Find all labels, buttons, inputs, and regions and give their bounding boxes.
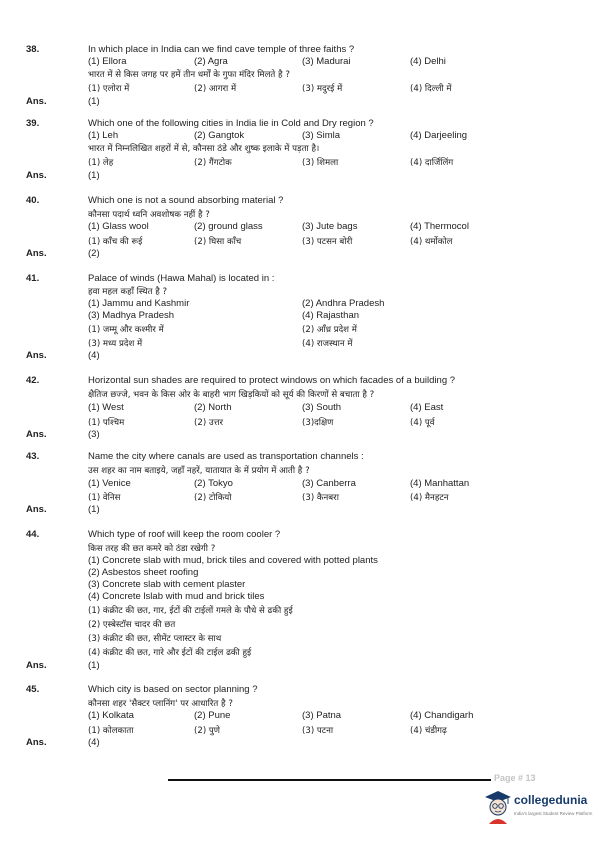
- option-1-hi: (1) लेह: [88, 158, 114, 168]
- question-text-hi: किस तरह की छत कमरे को ठंडा रखेगी ?: [88, 544, 216, 554]
- option-2-hi: (2) गैंगटोक: [194, 158, 232, 168]
- answer-value: (1): [88, 96, 100, 107]
- question-text-hi: कौनसा पदार्थ ध्वनि अवशोषक नहीं है ?: [88, 210, 210, 220]
- question-text-hi: उस शहर का नाम बताइये, जहाँ नहरें, यातायात के में प्रयोग में आती है ?: [88, 466, 310, 476]
- question-text-en: Which one is not a sound absorbing material ?: [88, 195, 284, 206]
- option-4-hi: (4) कंक्रीट की छत, गारे और ईटों की टाईल ढकी हुई: [88, 648, 252, 658]
- option-1-hi: (1) पश्चिम: [88, 418, 125, 428]
- option-3-hi: (3) मध्य प्रदेश में: [88, 339, 143, 349]
- option-1-en: (1) Kolkata: [88, 710, 134, 721]
- option-1-hi: (1) कोलकाता: [88, 726, 134, 736]
- option-1-en: (1) West: [88, 402, 124, 413]
- option-2-en: (2) Andhra Pradesh: [302, 298, 385, 309]
- option-2-hi: (2) उत्तर: [194, 418, 224, 428]
- question-number: 40.: [26, 195, 40, 206]
- option-3-hi: (3) पटना: [302, 726, 334, 736]
- option-1-hi: (1) वेनिस: [88, 493, 121, 503]
- question-text-hi: भारत में निम्नलिखित शहरों में से, कौनसा ठंडे और शुष्क इलाके में पड़ता है।: [88, 144, 320, 154]
- option-4-en: (4) Delhi: [410, 56, 446, 67]
- answer-value: (4): [88, 350, 100, 361]
- option-2-en: (2) Pune: [194, 710, 231, 721]
- answer-value: (1): [88, 660, 100, 671]
- option-1-en: (1) Venice: [88, 478, 131, 489]
- footer-divider: [168, 779, 491, 781]
- answer-label: Ans.: [26, 660, 47, 671]
- option-3-en: (3) Jute bags: [302, 221, 358, 232]
- option-3-hi: (3) शिमला: [302, 158, 339, 168]
- option-3-en: (3) Madhya Pradesh: [88, 310, 175, 321]
- question-number: 41.: [26, 273, 40, 284]
- option-3-en: (3) Concrete slab with cement plaster: [88, 579, 246, 590]
- option-2-en: (2) ground glass: [194, 221, 263, 232]
- option-4-hi: (4) मैनहटन: [410, 493, 449, 503]
- option-2-hi: (2) घिसा काँच: [194, 237, 242, 247]
- page-number: Page # 13: [494, 773, 536, 783]
- option-3-hi: (3)दक्षिण: [302, 418, 334, 428]
- option-4-en: (4) Darjeeling: [410, 130, 468, 141]
- option-2-en: (2) Tokyo: [194, 478, 233, 489]
- option-1-hi: (1) काँच की रूई: [88, 237, 143, 247]
- question-number: 38.: [26, 44, 40, 55]
- question-text-en: Name the city where canals are used as transportation channels :: [88, 451, 364, 462]
- answer-value: (3): [88, 429, 100, 440]
- option-4-en: (4) Thermocol: [410, 221, 469, 232]
- question-text-en: Which type of roof will keep the room cooler ?: [88, 529, 281, 540]
- collegedunia-logo[interactable]: [484, 790, 594, 830]
- question-text-en: In which place in India can we find cave temple of three faiths ?: [88, 44, 355, 55]
- question-text-en: Palace of winds (Hawa Mahal) is located in :: [88, 273, 275, 284]
- option-3-hi: (3) कंक्रीट की छत, सीमेंट प्लास्टर के साथ: [88, 634, 222, 644]
- option-1-hi: (1) एलोरा में: [88, 84, 130, 94]
- option-4-hi: (4) थर्मोकोल: [410, 237, 453, 247]
- option-1-en: (1) Ellora: [88, 56, 127, 67]
- option-2-en: (2) Agra: [194, 56, 228, 67]
- option-3-en: (3) Simla: [302, 130, 341, 141]
- option-4-hi: (4) राजस्थान में: [302, 339, 353, 349]
- question-number: 43.: [26, 451, 40, 462]
- option-4-en: (4) Chandigarh: [410, 710, 474, 721]
- answer-label: Ans.: [26, 350, 47, 361]
- option-1-en: (1) Concrete slab with mud, brick tiles and covered with potted plants: [88, 555, 378, 566]
- answer-value: (4): [88, 737, 100, 748]
- option-3-en: (3) South: [302, 402, 342, 413]
- option-3-en: (3) Canberra: [302, 478, 356, 489]
- option-1-hi: (1) कंक्रीट की छत, गार, ईटों की टाईलों गमले के पौधे से ढकी हुई: [88, 606, 293, 616]
- question-text-hi: क्षैतिज छज्जे, भवन के किस ओर के बाहरी भाग खिड़कियों को सूर्य की किरणों से बचाता है ?: [88, 390, 375, 400]
- option-1-en: (1) Leh: [88, 130, 119, 141]
- option-1-en: (1) Glass wool: [88, 221, 149, 232]
- question-text-hi: कौनसा शहर 'सैक्टर प्लानिंग' पर आधारित है ?: [88, 699, 233, 709]
- answer-label: Ans.: [26, 737, 47, 748]
- question-number: 39.: [26, 118, 40, 129]
- option-4-hi: (4) दार्जिलिंग: [410, 158, 454, 168]
- option-3-en: (3) Patna: [302, 710, 342, 721]
- option-2-hi: (2) आगरा में: [194, 84, 237, 94]
- question-number: 45.: [26, 684, 40, 695]
- logo-name: collegedunia: [514, 793, 588, 807]
- option-4-hi: (4) दिल्ली में: [410, 84, 452, 94]
- option-1-en: (1) Jammu and Kashmir: [88, 298, 190, 309]
- option-3-hi: (3) कैनबरा: [302, 493, 339, 503]
- option-3-hi: (3) पटसन बोरी: [302, 237, 353, 247]
- option-2-hi: (2) टोकियो: [194, 493, 232, 503]
- student-mascot-icon: [484, 790, 512, 824]
- question-text-en: Horizontal sun shades are required to protect windows on which facades of a building ?: [88, 375, 456, 386]
- option-2-en: (2) North: [194, 402, 232, 413]
- option-2-en: (2) Gangtok: [194, 130, 245, 141]
- answer-value: (1): [88, 170, 100, 181]
- option-2-hi: (2) पुणे: [194, 726, 220, 736]
- option-2-hi: (2) आँध्र प्रदेश में: [302, 325, 357, 335]
- option-3-hi: (3) मदुरई में: [302, 84, 343, 94]
- question-text-en: Which city is based on sector planning ?: [88, 684, 258, 695]
- option-4-en: (4) Rajasthan: [302, 310, 360, 321]
- option-2-hi: (2) एस्बेस्टॉस चादर की छत: [88, 620, 176, 630]
- answer-label: Ans.: [26, 248, 47, 259]
- option-2-en: (2) Asbestos sheet roofing: [88, 567, 199, 578]
- question-number: 44.: [26, 529, 40, 540]
- answer-label: Ans.: [26, 96, 47, 107]
- answer-value: (1): [88, 504, 100, 515]
- question-text-en: Which one of the following cities in India lie in Cold and Dry region ?: [88, 118, 374, 129]
- question-number: 42.: [26, 375, 40, 386]
- option-4-en: (4) Manhattan: [410, 478, 470, 489]
- option-4-hi: (4) चंडीगढ़: [410, 726, 447, 736]
- option-4-en: (4) East: [410, 402, 444, 413]
- answer-label: Ans.: [26, 170, 47, 181]
- option-1-hi: (1) जम्मू और कश्मीर में: [88, 325, 164, 335]
- option-4-en: (4) Concrete lslab with mud and brick tiles: [88, 591, 265, 602]
- option-4-hi: (4) पूर्व: [410, 418, 435, 428]
- option-3-en: (3) Madurai: [302, 56, 351, 67]
- answer-label: Ans.: [26, 504, 47, 515]
- question-text-hi: हवा महल कहाँ स्थित है ?: [88, 287, 168, 297]
- question-text-hi: भारत में से किस जगह पर हमें तीन धर्मों के गुफा मंदिर मिलते है ?: [88, 70, 290, 80]
- answer-label: Ans.: [26, 429, 47, 440]
- answer-value: (2): [88, 248, 100, 259]
- logo-tagline: India's largest Student Review Platform: [514, 811, 593, 816]
